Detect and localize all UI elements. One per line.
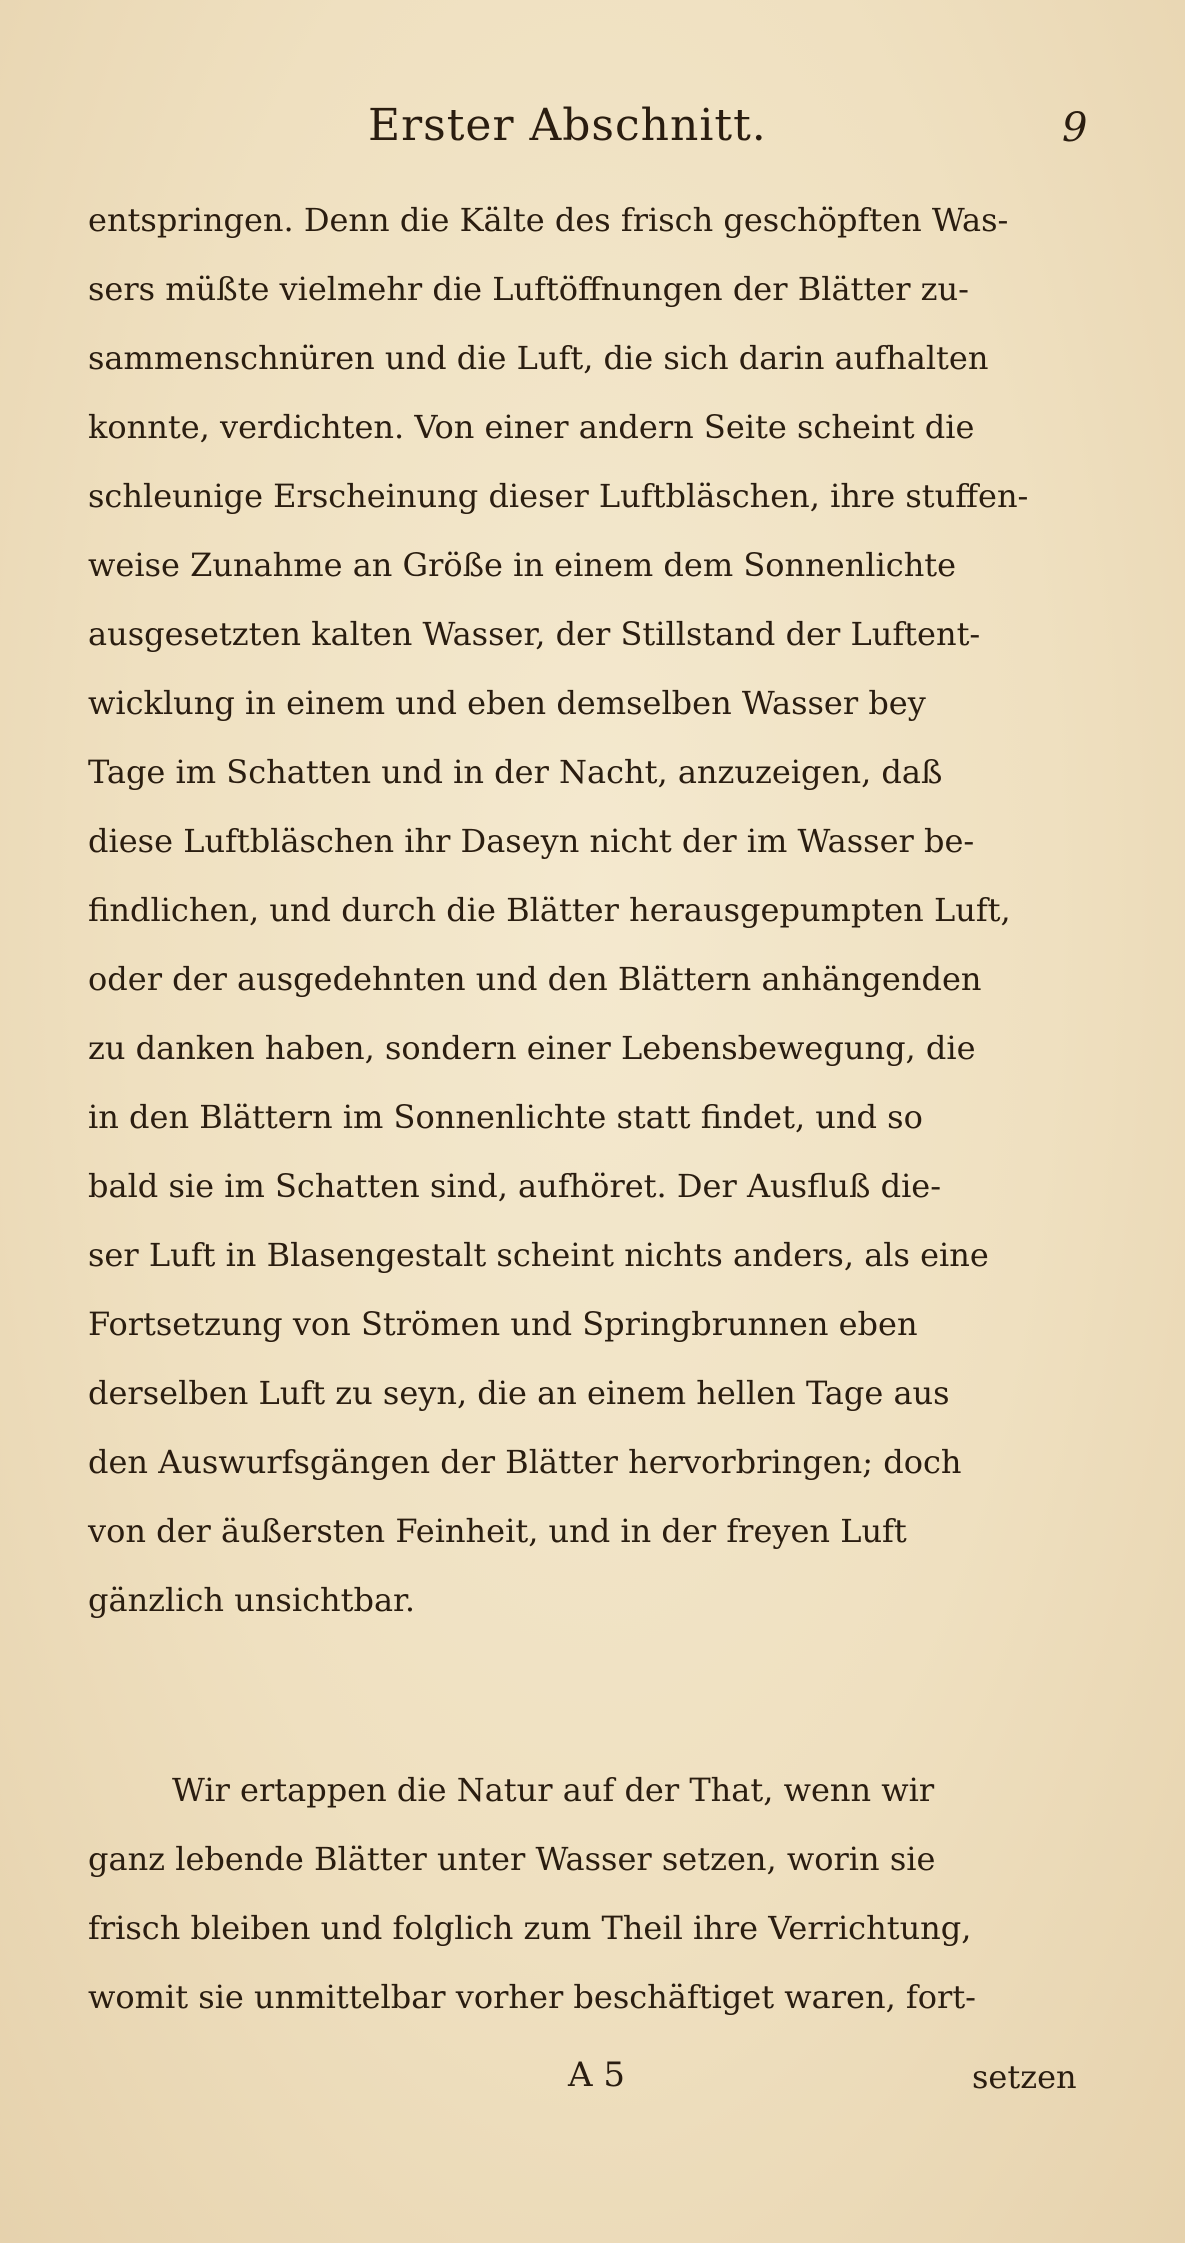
text-line: wicklung in einem und eben demselben Wasser bey bbox=[88, 684, 926, 722]
page-number: 9 bbox=[1062, 105, 1088, 151]
text-line: ausgesetzten kalten Wasser, der Stillstand der Luftent- bbox=[88, 615, 981, 653]
text-line: weise Zunahme an Größe in einem dem Sonnenlichte bbox=[88, 546, 957, 584]
text-line: diese Luftbläschen ihr Daseyn nicht der im Wasser be- bbox=[88, 822, 975, 860]
text-line: in den Blättern im Sonnenlichte statt findet, und so bbox=[88, 1098, 923, 1136]
text-line: bald sie im Schatten sind, aufhöret. Der Ausfluß die- bbox=[88, 1167, 942, 1205]
text-line: Fortsetzung von Strömen und Springbrunnen eben bbox=[88, 1305, 918, 1343]
text-line: von der äußersten Feinheit, und in der freyen Luft bbox=[88, 1512, 907, 1550]
signature-mark: A 5 bbox=[568, 2055, 625, 2095]
text-line: gänzlich unsichtbar. bbox=[88, 1581, 415, 1619]
text-line: oder der ausgedehnten und den Blättern anhängenden bbox=[88, 960, 982, 998]
text-line: Wir ertappen die Natur auf der That, wenn wir bbox=[172, 1771, 935, 1809]
text-line: konnte, verdichten. Von einer andern Seite scheint die bbox=[88, 408, 975, 446]
text-line: ganz lebende Blätter unter Wasser setzen, worin sie bbox=[88, 1840, 936, 1878]
text-line: findlichen, und durch die Blätter herausgepumpten Luft, bbox=[88, 891, 1011, 929]
text-line: womit sie unmittelbar vorher beschäftiget waren, fort- bbox=[88, 1978, 976, 2016]
text-line: derselben Luft zu seyn, die an einem hellen Tage aus bbox=[88, 1374, 950, 1412]
text-line: ser Luft in Blasengestalt scheint nichts anders, als eine bbox=[88, 1236, 989, 1274]
running-head: Erster Abschnitt. bbox=[368, 100, 767, 151]
text-line: zu danken haben, sondern einer Lebensbewegung, die bbox=[88, 1029, 976, 1067]
text-line: schleunige Erscheinung dieser Luftbläschen, ihre stuffen- bbox=[88, 477, 1029, 515]
text-line: sammenschnüren und die Luft, die sich darin aufhalten bbox=[88, 339, 989, 377]
catchword: setzen bbox=[972, 2058, 1077, 2096]
text-line: entspringen. Denn die Kälte des frisch geschöpften Was- bbox=[88, 201, 1009, 239]
text-line: sers müßte vielmehr die Luftöffnungen der Blätter zu- bbox=[88, 270, 969, 308]
text-line: frisch bleiben und folglich zum Theil ihre Verrichtung, bbox=[88, 1909, 972, 1947]
text-line: den Auswurfsgängen der Blätter hervorbringen; doch bbox=[88, 1443, 962, 1481]
text-line: Tage im Schatten und in der Nacht, anzuzeigen, daß bbox=[88, 753, 943, 791]
